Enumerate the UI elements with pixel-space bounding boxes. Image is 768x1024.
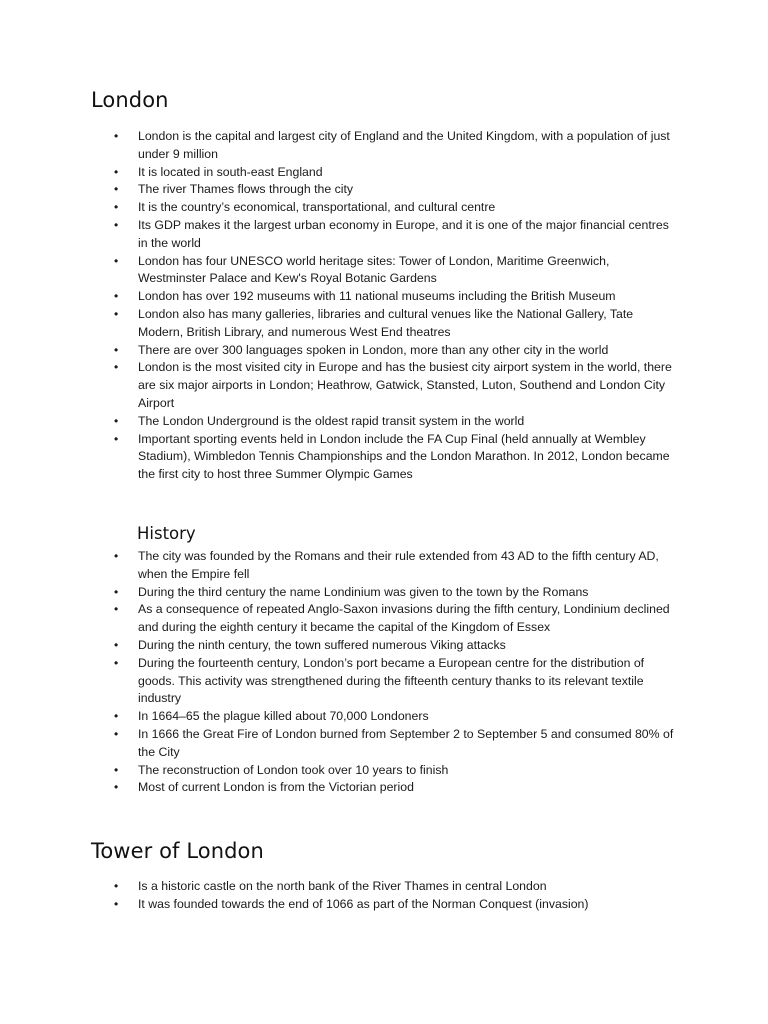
list-item — [0, 128, 678, 164]
list-item-text: There are over 300 languages spoken in London, more than any other city in the world — [138, 342, 609, 357]
list-item-text: The river Thames flows through the city — [138, 182, 354, 197]
bullet-icon: • — [114, 360, 119, 375]
list-item — [0, 199, 678, 217]
list-item-text: Is a historic castle on the north bank of the River Thames in central London — [138, 879, 547, 893]
bullet-icon: • — [114, 726, 119, 741]
list-item-text: London is the capital and largest city of England and the United Kingdom, with a population of just under 9 million — [138, 129, 670, 161]
list-item — [0, 708, 678, 726]
list-item — [0, 306, 678, 342]
london-list — [0, 128, 700, 484]
tower-list — [0, 878, 700, 914]
bullet-icon: • — [114, 602, 119, 617]
bullet-icon: • — [114, 200, 119, 215]
list-item — [0, 878, 678, 896]
list-item-text: The London Underground is the oldest rapid transit system in the world — [138, 413, 525, 428]
bullet-icon: • — [114, 896, 119, 911]
list-item-text: London also has many galleries, libraries and cultural venues like the National Gallery, Tate Modern, British Library, and numerous West End theatres — [138, 306, 634, 339]
list-item-text: The reconstruction of London took over 10 years to finish — [138, 762, 449, 777]
bullet-icon: • — [114, 289, 119, 304]
list-item — [0, 431, 678, 484]
list-item-text: London has four UNESCO world heritage sites: Tower of London, Maritime Greenwich, Westminster Palace and Kew's Royal Botanic Gardens — [138, 253, 610, 286]
bullet-icon: • — [114, 217, 119, 232]
list-item — [0, 413, 678, 431]
list-item — [0, 726, 678, 762]
list-item — [0, 601, 678, 637]
bullet-icon: • — [114, 306, 119, 321]
list-item — [0, 548, 678, 584]
bullet-icon: • — [114, 342, 119, 357]
list-item-text: It is the country’s economical, transportational, and cultural centre — [138, 200, 496, 215]
list-item-text: It was founded towards the end of 1066 as part of the Norman Conquest (invasion) — [138, 896, 589, 911]
list-item-text: Its GDP makes it the largest urban economy in Europe, and it is one of the major financial centres in the world — [138, 217, 669, 250]
bullet-icon: • — [114, 584, 119, 599]
list-item-text: The city was founded by the Romans and their rule extended from 43 AD to the fifth century AD, when the Empire fell — [138, 549, 659, 581]
bullet-icon: • — [114, 762, 119, 777]
bullet-icon: • — [114, 879, 119, 893]
list-item-text: London is the most visited city in Europe and has the busiest city airport system in the world, there are six major airports in London; Heathrow, Gatwick, Stansted, Luton, Southend and London City Airport — [138, 360, 672, 410]
list-item-text: In 1664–65 the plague killed about 70,000 Londoners — [138, 709, 429, 724]
history-list — [0, 548, 700, 797]
bullet-icon: • — [114, 655, 119, 670]
list-item-text: During the ninth century, the town suffered numerous Viking attacks — [138, 637, 506, 652]
list-item — [0, 217, 678, 253]
list-item — [0, 637, 678, 655]
list-item-text: Most of current London is from the Victorian period — [138, 780, 414, 795]
bullet-icon: • — [114, 549, 119, 563]
bullet-icon: • — [114, 637, 119, 652]
bullet-icon: • — [114, 182, 119, 197]
heading-tower-of-london: Tower of London — [91, 839, 264, 863]
list-item — [0, 164, 678, 182]
heading-history: History — [137, 524, 196, 543]
bullet-icon: • — [114, 709, 119, 724]
list-item — [0, 288, 678, 306]
bullet-icon: • — [114, 413, 119, 428]
list-item — [0, 655, 678, 708]
list-item-text: London has over 192 museums with 11 national museums including the British Museum — [138, 289, 616, 304]
bullet-icon: • — [114, 253, 119, 268]
list-item — [0, 342, 678, 360]
list-item-text: In 1666 the Great Fire of London burned from September 2 to September 5 and consumed 80% of the City — [138, 726, 674, 759]
bullet-icon: • — [114, 780, 119, 795]
list-item — [0, 896, 678, 914]
bullet-icon: • — [114, 164, 119, 179]
list-item — [0, 584, 678, 602]
list-item-text: It is located in south-east England — [138, 164, 323, 179]
list-item — [0, 359, 678, 412]
heading-london: London — [91, 88, 169, 112]
list-item — [0, 181, 678, 199]
list-item-text: As a consequence of repeated Anglo-Saxon invasions during the fifth century, Londinium declined and during the eighth century it became the capital of the Kingdom of Essex — [138, 602, 670, 635]
bullet-icon: • — [114, 431, 119, 446]
list-item-text: During the fourteenth century, London’s port became a European centre for the distribution of goods. This activity was strengthened during the fifteenth century thanks to its relevant textile industry — [138, 655, 645, 706]
list-item — [0, 762, 678, 780]
list-item-text: During the third century the name Londinium was given to the town by the Romans — [138, 584, 589, 599]
list-item-text: Important sporting events held in London include the FA Cup Final (held annually at Wembley Stadium), Wimbledon Tennis Championships and the London Marathon. In 2012, London became the first city to host three Summer Olympic Games — [138, 431, 670, 482]
list-item — [0, 253, 678, 289]
list-item — [0, 779, 678, 797]
bullet-icon: • — [114, 129, 119, 143]
